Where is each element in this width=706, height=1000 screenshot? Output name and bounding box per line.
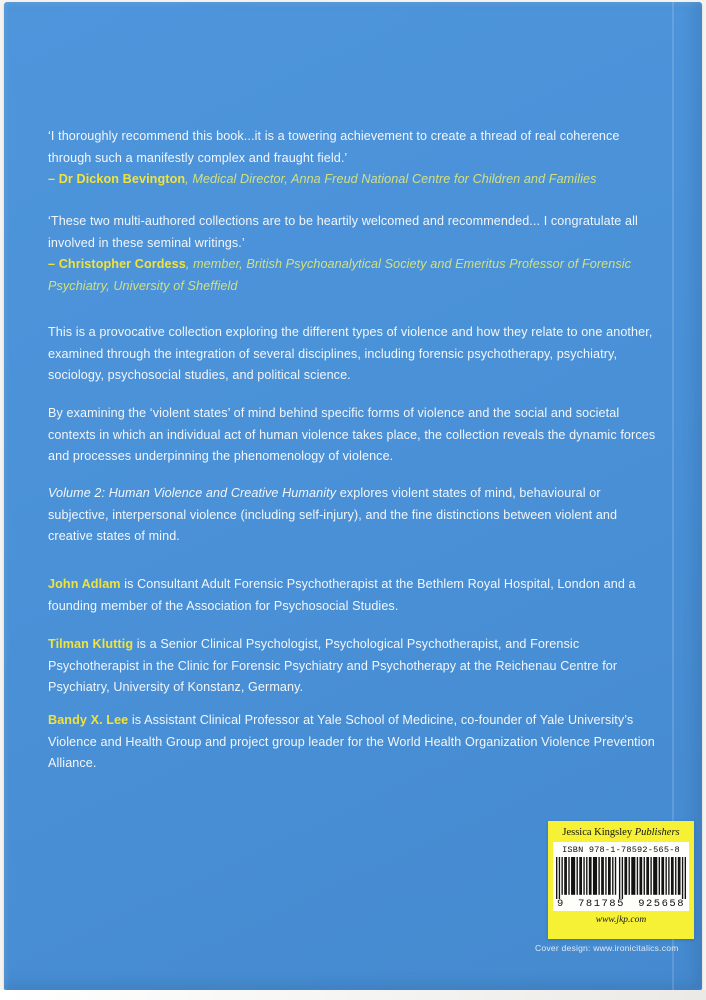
barcode-digit-group: 781785 (578, 898, 625, 910)
quote-attribution (48, 254, 662, 297)
publisher-name (548, 821, 694, 842)
cover-design-credit: Cover design: www.ironicitalics.com (535, 943, 679, 953)
description-text: By examining the ‘violent states’ of mind behind specific forms of violence and the social and societal contexts in which an individual act of human violence takes place, the collection reveals the dynamic forces and processes underpinning the phenomenology of violence. (48, 406, 656, 463)
publisher-website: www.jkp.com (595, 915, 647, 925)
quote-text (48, 126, 662, 169)
reviewer-title: , Medical Director, Anna Freud National Centre for Children and Families (185, 172, 597, 186)
barcode (556, 857, 686, 899)
publisher-isbn-box (548, 821, 694, 939)
quote-attribution (48, 169, 662, 191)
reviewer-name: – Dr Dickon Bevington (48, 172, 186, 186)
author-bio-body: is a Senior Clinical Psychologist, Psychological Psychotherapist, and Forensic Psychotherapist in the Clinic for Forensic Psychiatry and Psychotherapy at the Reichenau Centre for Psychiatry, University of Konstanz, Germany. (48, 637, 618, 694)
bio-text (48, 574, 662, 617)
barcode-panel (553, 842, 689, 911)
page-edge-strip (0, 990, 706, 1000)
author-name: John Adlam (48, 577, 121, 591)
author-bio-1 (48, 574, 662, 617)
reviewer-name: – Christopher Cordess (48, 257, 186, 271)
bio-text (48, 710, 662, 775)
author-bio-body: is Assistant Clinical Professor at Yale School of Medicine, co-founder of Yale University’s Violence and Health Group and project group leader for the World Health Organization Violence Prevention Alliance. (48, 713, 655, 770)
volume-text: explores violent states of mind, behavioural or subjective, interpersonal violence (including self-injury), and the fine distinctions between violent and creative states of mind. (48, 486, 618, 543)
bio-text (48, 634, 662, 699)
review-quote-2 (48, 211, 662, 297)
author-name: Bandy X. Lee (48, 713, 129, 727)
description-paragraph-2 (48, 403, 662, 468)
quote-body: ‘These two multi-authored collections are to be heartily welcomed and recommended... I congratulate all involved in these seminal writings.’ (48, 214, 638, 250)
barcode-digit-group: 9 (557, 898, 565, 910)
publisher-name-roman: Jessica Kingsley (562, 827, 633, 838)
author-bio-2 (48, 634, 662, 699)
publisher-name-italic: Publishers (634, 827, 680, 838)
barcode-digits (556, 898, 686, 910)
description-paragraph-1 (48, 322, 662, 387)
quote-text (48, 211, 662, 254)
author-name: Tilman Kluttig (48, 637, 134, 651)
volume-description (48, 483, 662, 548)
author-bio-3 (48, 710, 662, 775)
description-text: This is a provocative collection exploring the different types of violence and how they relate to one another, examined through the integration of several disciplines, including forensic psychotherapy, psychiatry, sociology, psychosocial studies, and political science. (48, 325, 653, 382)
review-quote-1 (48, 126, 662, 191)
barcode-digit-group: 925658 (638, 898, 685, 910)
quote-body: ‘I thoroughly recommend this book...it is a towering achievement to create a thread of real coherence through such a manifestly complex and fraught field.’ (48, 129, 620, 165)
book-back-cover (4, 2, 702, 990)
volume-title: Volume 2: Human Violence and Creative Humanity (48, 486, 337, 500)
author-bio-body: is Consultant Adult Forensic Psychotherapist at the Bethlem Royal Hospital, London and a founding member of the Association for Psychosocial Studies. (48, 577, 636, 613)
reviewer-title: , member, British Psychoanalytical Society and Emeritus Professor of Forensic Psychiatry, University of Sheffield (48, 257, 632, 293)
description-text (48, 483, 662, 548)
isbn-label: ISBN 978-1-78592-565-8 (562, 845, 680, 855)
